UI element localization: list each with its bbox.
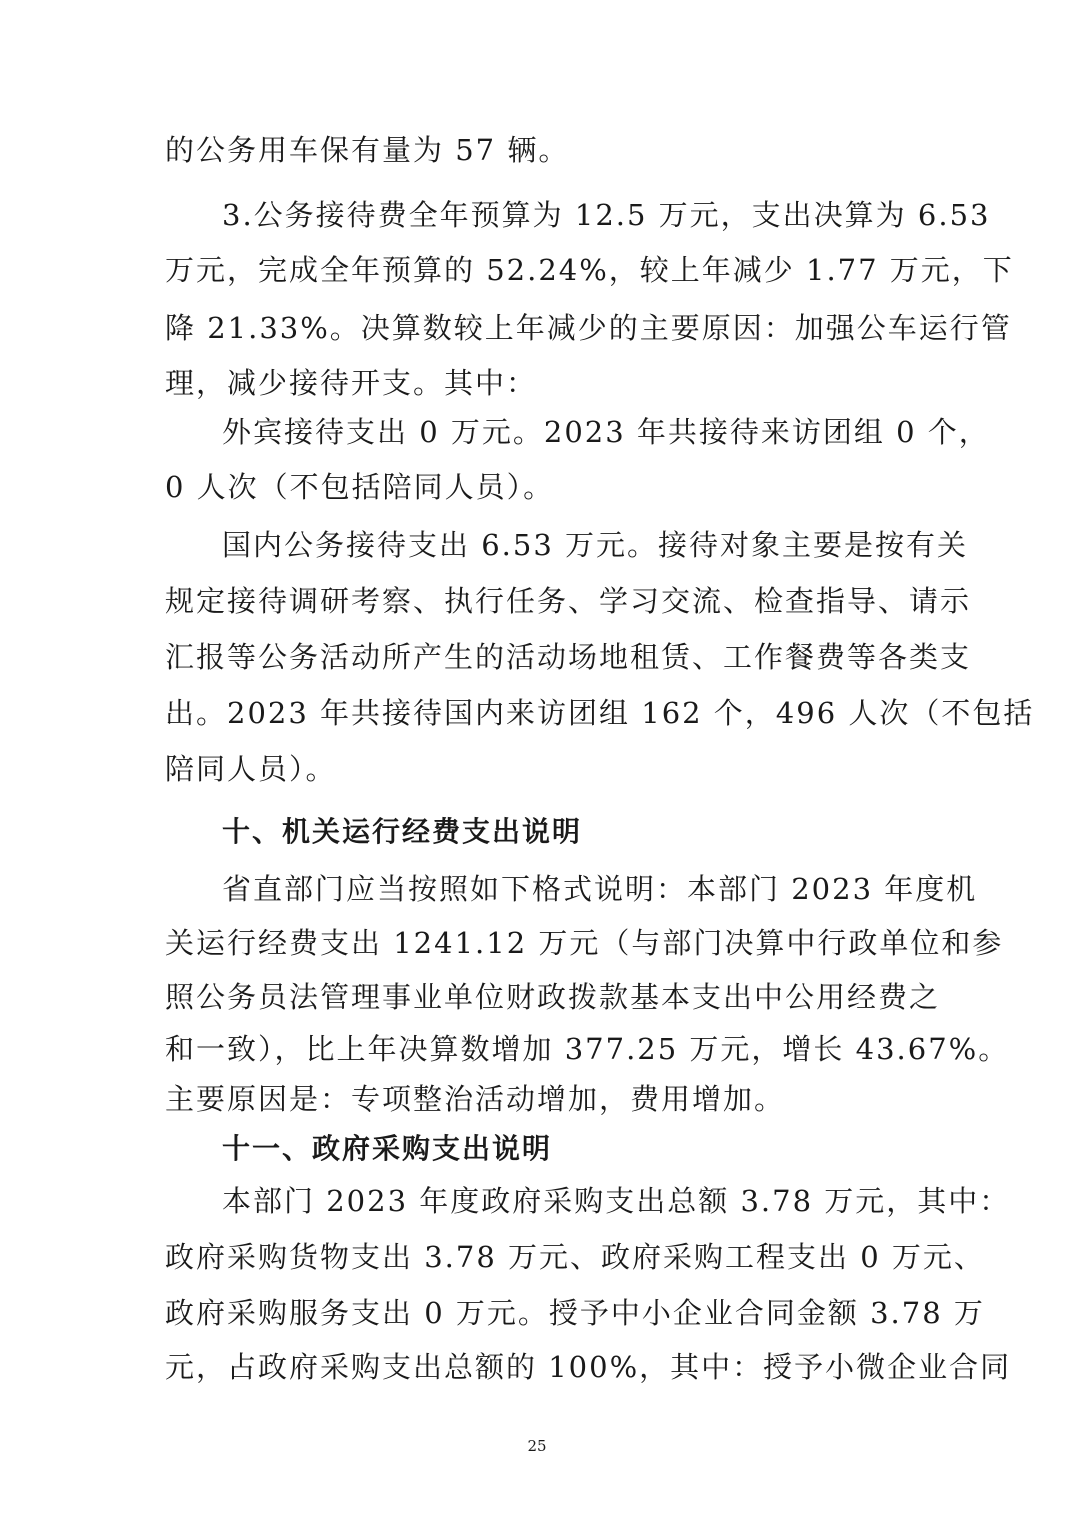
text-line: 的公务用车保有量为 57 辆。 — [165, 133, 570, 167]
text-line: 理，减少接待开支。其中： — [165, 366, 538, 400]
text-line: 0 人次（不包括陪同人员）。 — [165, 470, 555, 504]
text-line: 降 21.33%。决算数较上年减少的主要原因：加强公车运行管 — [165, 311, 1012, 345]
text-line: 主要原因是：专项整治活动增加，费用增加。 — [165, 1082, 786, 1116]
text-line: 元，占政府采购支出总额的 100%，其中：授予小微企业合同 — [165, 1350, 1012, 1384]
section-heading: 十、机关运行经费支出说明 — [222, 815, 583, 848]
text-line: 照公务员法管理事业单位财政拨款基本支出中公用经费之 — [165, 980, 941, 1014]
text-line: 政府采购服务支出 0 万元。授予中小企业合同金额 3.78 万 — [165, 1296, 985, 1330]
text-line: 出。2023 年共接待国内来访团组 162 个，496 人次（不包括 — [165, 696, 1035, 730]
text-line: 汇报等公务活动所产生的活动场地租赁、工作餐费等各类支 — [165, 640, 972, 674]
text-line: 省直部门应当按照如下格式说明：本部门 2023 年度机 — [222, 872, 978, 906]
text-line: 规定接待调研考察、执行任务、学习交流、检查指导、请示 — [165, 584, 972, 618]
text-line: 陪同人员）。 — [165, 752, 337, 786]
text-line: 3.公务接待费全年预算为 12.5 万元，支出决算为 6.53 — [222, 198, 991, 232]
text-line: 外宾接待支出 0 万元。2023 年共接待来访团组 0 个， — [222, 415, 990, 449]
text-line: 关运行经费支出 1241.12 万元（与部门决算中行政单位和参 — [165, 926, 1004, 960]
page-number: 25 — [527, 1437, 547, 1455]
text-line: 本部门 2023 年度政府采购支出总额 3.78 万元，其中： — [222, 1184, 1011, 1218]
text-line: 国内公务接待支出 6.53 万元。接待对象主要是按有关 — [222, 528, 969, 562]
text-line: 万元，完成全年预算的 52.24%，较上年减少 1.77 万元，下 — [165, 253, 1014, 287]
section-heading: 十一、政府采购支出说明 — [222, 1132, 553, 1165]
text-line: 和一致），比上年决算数增加 377.25 万元，增长 43.67%。 — [165, 1032, 1010, 1066]
text-line: 政府采购货物支出 3.78 万元、政府采购工程支出 0 万元、 — [165, 1240, 985, 1274]
